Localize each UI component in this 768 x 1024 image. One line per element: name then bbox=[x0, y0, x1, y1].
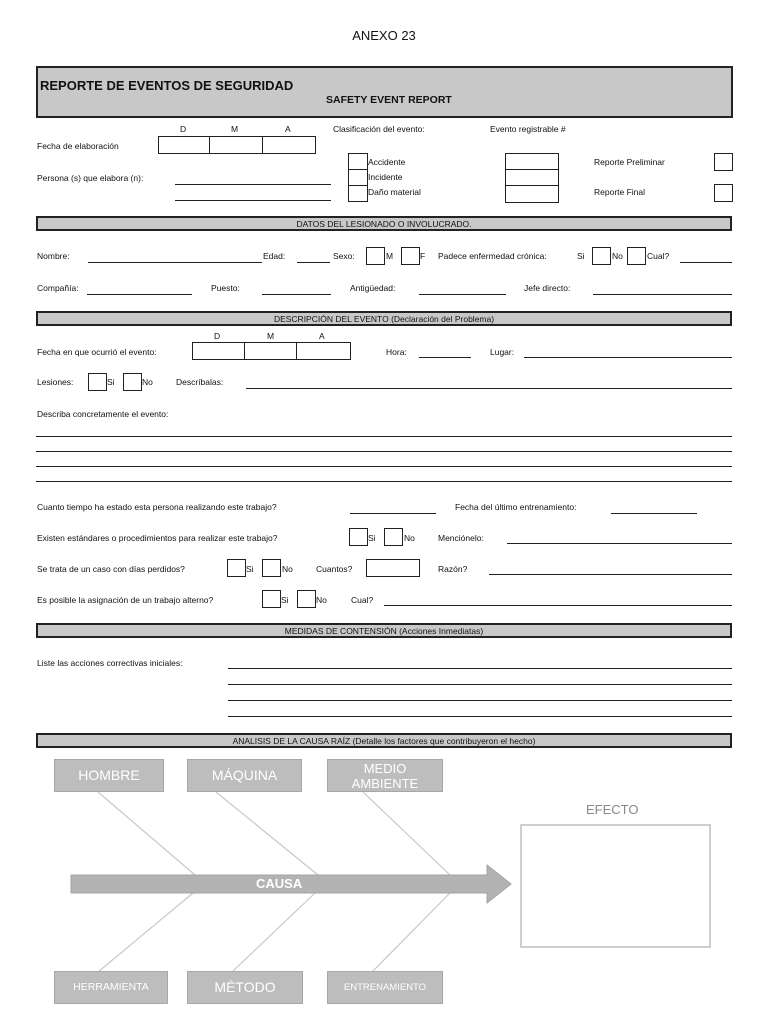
antiguedad-label: Antigüedad: bbox=[350, 283, 396, 293]
lesiones-si-label: Si bbox=[107, 377, 115, 387]
bone-entrenamiento bbox=[372, 893, 450, 972]
asignacion-label: Es posible la asignación de un trabajo alterno? bbox=[37, 595, 214, 605]
ocurrio-year-label: A bbox=[319, 331, 325, 341]
bone-maquina bbox=[216, 792, 318, 875]
estandares-no-label: No bbox=[404, 533, 415, 543]
causa-label: CAUSA bbox=[256, 876, 303, 891]
lesiones-no-label: No bbox=[142, 377, 153, 387]
persona-label: Persona (s) que elabora (n): bbox=[37, 173, 144, 183]
efecto-box bbox=[521, 825, 710, 947]
section-lesionado-header: DATOS DEL LESIONADO O INVOLUCRADO. bbox=[36, 216, 732, 231]
cuantos-label: Cuantos? bbox=[316, 564, 353, 574]
lesiones-label: Lesiones: bbox=[37, 377, 74, 387]
report-title: REPORTE DE EVENTOS DE SEGURIDAD bbox=[40, 78, 294, 93]
maquina-label: MÁQUINA bbox=[211, 767, 278, 783]
dias-si-label: Si bbox=[246, 564, 254, 574]
estandares-label: Existen estándares o procedimientos para realizar este trabajo? bbox=[37, 533, 278, 543]
danio-label: Daño material bbox=[368, 187, 421, 197]
medio-label: MEDIO bbox=[363, 761, 407, 776]
lugar-label: Lugar: bbox=[490, 347, 515, 357]
bone-metodo bbox=[232, 893, 315, 972]
asignacion-cual-label: Cual? bbox=[351, 595, 374, 605]
reporte-preliminar-label: Reporte Preliminar bbox=[594, 157, 665, 167]
section-causa-header: ANALISIS DE LA CAUSA RAÍZ (Detalle los factores que contribuyeron el hecho) bbox=[36, 733, 732, 748]
bone-hombre bbox=[98, 792, 195, 875]
section-medidas-header: MEDIDAS DE CONTENSIÓN (Acciones Inmediatas) bbox=[36, 623, 732, 638]
metodo-label: MÉTODO bbox=[214, 979, 276, 995]
reporte-final-label: Reporte Final bbox=[594, 187, 646, 197]
fecha-entrenamiento-label: Fecha del último entrenamiento: bbox=[455, 502, 577, 512]
ocurrio-day-label: D bbox=[214, 331, 221, 341]
enfermedad-cual-label: Cual? bbox=[647, 251, 670, 261]
puesto-label: Puesto: bbox=[211, 283, 240, 293]
nombre-label: Nombre: bbox=[37, 251, 70, 261]
section-descripcion-header: DESCRIPCIÓN DEL EVENTO (Declaración del Problema) bbox=[36, 311, 732, 326]
hombre-box bbox=[54, 759, 164, 792]
sexo-label: Sexo: bbox=[333, 251, 355, 261]
enfermedad-no-label: No bbox=[612, 251, 623, 261]
describa-label: Describa concretamente el evento: bbox=[37, 409, 169, 419]
describalas-label: Descríbalas: bbox=[176, 377, 224, 387]
evento-registrable-label: Evento registrable # bbox=[490, 124, 566, 134]
accidente-label: Accidente bbox=[368, 157, 406, 167]
entrenamiento-label: ENTRENAMIENTO bbox=[343, 982, 427, 993]
efecto-label: EFECTO bbox=[586, 802, 639, 817]
enfermedad-si-label: Si bbox=[577, 251, 585, 261]
bone-medio bbox=[363, 792, 450, 875]
hora-label: Hora: bbox=[386, 347, 407, 357]
razon-label: Razón? bbox=[438, 564, 468, 574]
metodo-box bbox=[187, 971, 303, 1004]
edad-label: Edad: bbox=[263, 251, 286, 261]
fecha-elaboracion-label: Fecha de elaboración bbox=[37, 141, 119, 151]
entrenamiento-box bbox=[327, 971, 443, 1004]
ocurrio-month-label: M bbox=[267, 331, 275, 341]
liste-label: Liste las acciones correctivas iniciales: bbox=[37, 658, 183, 668]
herramienta-label: HERRAMIENTA bbox=[73, 981, 149, 993]
mencionelo-label: Menciónelo: bbox=[438, 533, 484, 543]
maquina-box bbox=[187, 759, 302, 792]
asignacion-si-label: Si bbox=[281, 595, 289, 605]
day-label: D bbox=[180, 124, 187, 134]
sexo-m-label: M bbox=[386, 251, 394, 261]
year-label: A bbox=[285, 124, 291, 134]
medio-ambiente-box bbox=[327, 759, 443, 792]
fecha-ocurrio-label: Fecha en que ocurrió el evento: bbox=[37, 347, 157, 357]
herramienta-box bbox=[54, 971, 168, 1004]
enfermedad-label: Padece enfermedad crónica: bbox=[438, 251, 547, 261]
clasificacion-label: Clasificación del evento: bbox=[333, 124, 425, 134]
tiempo-label: Cuanto tiempo ha estado esta persona realizando este trabajo? bbox=[37, 502, 277, 512]
dias-no-label: No bbox=[282, 564, 293, 574]
incidente-label: Incidente bbox=[368, 172, 403, 182]
hombre-label: HOMBRE bbox=[78, 767, 140, 783]
jefe-label: Jefe directo: bbox=[524, 283, 571, 293]
sexo-f-label: F bbox=[420, 251, 426, 261]
estandares-si-label: Si bbox=[368, 533, 376, 543]
ambiente-label: AMBIENTE bbox=[351, 776, 419, 791]
report-subtitle: SAFETY EVENT REPORT bbox=[326, 94, 452, 106]
asignacion-no-label: No bbox=[316, 595, 327, 605]
annex-label: ANEXO 23 bbox=[352, 28, 416, 43]
bone-herramienta bbox=[98, 893, 193, 972]
compania-label: Compañía: bbox=[37, 283, 79, 293]
dias-perdidos-label: Se trata de un caso con días perdidos? bbox=[37, 564, 185, 574]
month-label: M bbox=[231, 124, 239, 134]
